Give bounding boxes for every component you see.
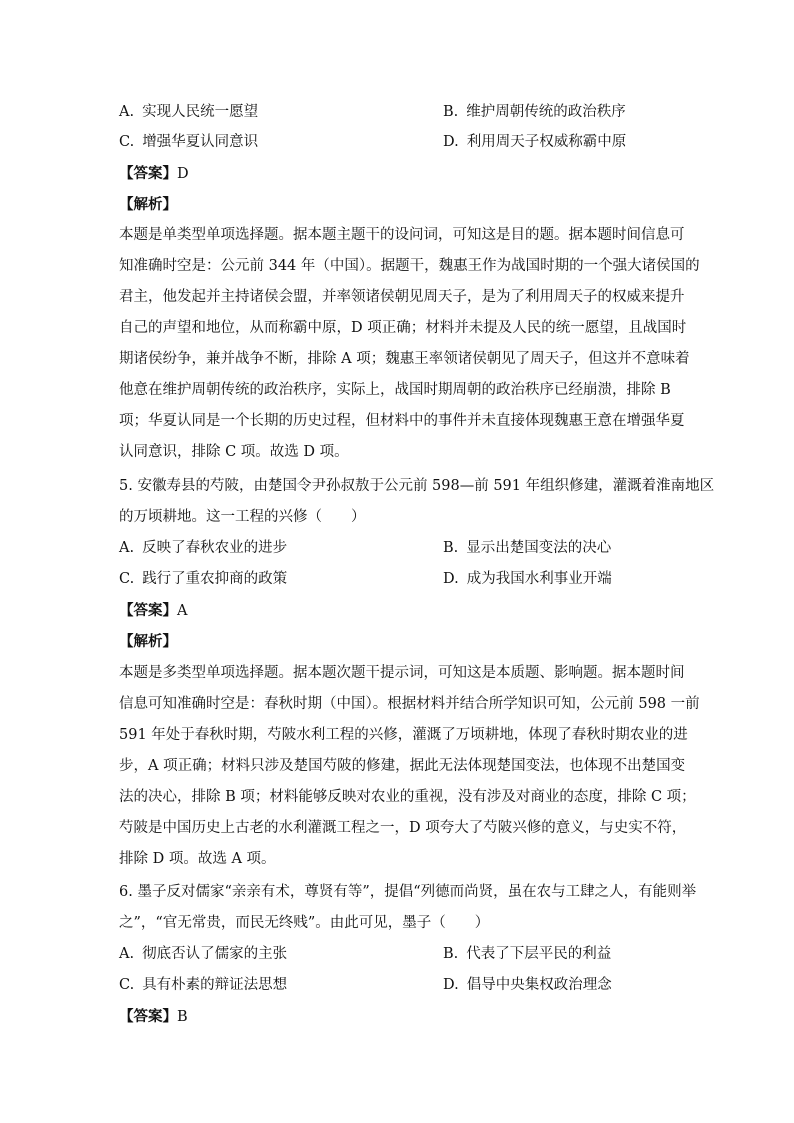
q6-options-row-1	[119, 939, 679, 970]
q5-analysis-line: 法的决心，排除 B 项；材料能够反映对农业的重视，没有涉及对商业的态度，排除 C 项；	[119, 789, 696, 805]
q4-analysis-line: 知准确时空是：公元前 344 年（中国）。据题干，魏惠王作为战国时期的一个强大诸侯国的	[119, 258, 700, 274]
q4-analysis-line: 君主，他发起并主持诸侯会盟，并率领诸侯朝见周天子，是为了利用周天子的权威来提升	[119, 289, 685, 305]
q6-stem-line: 之”，“官无常贵，而民无终贱”。由此可见，墨子（ ）	[119, 915, 490, 931]
q4-option-d[interactable]: D. 利用周天子权威称霸中原	[443, 134, 627, 150]
q5-analysis-line: 芍陂是中国历史上古老的水利灌溉工程之一，D 项夸大了芍陂兴修的意义，与史实不符，	[119, 820, 687, 836]
q4-analysis-label: 【解析】	[119, 196, 177, 213]
q5-stem-line: 5. 安徽寿县的芍陂，由楚国令尹孙叔敖于公元前 598—前 591 年组织修建，灌溉着淮南地区	[119, 478, 715, 494]
q5-stem-line: 的万顷耕地。这一工程的兴修（ ）	[119, 509, 366, 525]
q5-analysis-label: 【解析】	[119, 633, 177, 650]
q6-stem-line: 6. 墨子反对儒家“亲亲有术，尊贤有等”，提倡“列德而尚贤，虽在农与工肆之人，有能则举	[119, 884, 697, 900]
q4-analysis-line: 他意在维护周朝传统的政治秩序，实际上，战国时期周朝的政治秩序已经崩溃，排除 B	[119, 382, 671, 398]
q4-option-c[interactable]: C. 增强华夏认同意识	[119, 134, 259, 150]
q4-answer: 【答案】D	[119, 165, 189, 182]
q4-analysis-line: 项；华夏认同是一个长期的历史过程，但材料中的事件并未直接体现魏惠王意在增强华夏	[119, 413, 685, 429]
q5-options-row-2	[119, 564, 679, 595]
q5-analysis-line: 步，A 项正确；材料只涉及楚国芍陂的修建，据此无法体现楚国变法，也体现不出楚国变	[119, 758, 686, 774]
q6-answer: 【答案】B	[119, 1008, 188, 1025]
q5-option-b[interactable]: B. 显示出楚国变法的决心	[443, 540, 612, 556]
q5-analysis-line: 本题是多类型单项选择题。据本题次题干提示词，可知这是本质题、影响题。据本题时间	[119, 665, 685, 681]
q5-analysis-line: 排除 D 项。故选 A 项。	[119, 851, 276, 867]
q5-option-d[interactable]: D. 成为我国水利事业开端	[443, 571, 612, 587]
q4-options-row-2	[119, 127, 679, 158]
q4-analysis-line: 自己的声望和地位，从而称霸中原，D 项正确；材料并未提及人民的统一愿望，且战国时	[119, 320, 687, 336]
q6-option-a[interactable]: A. 彻底否认了儒家的主张	[119, 946, 288, 962]
q5-options-row-1	[119, 533, 679, 564]
q6-options-row-2	[119, 970, 679, 1001]
q6-option-b[interactable]: B. 代表了下层平民的利益	[443, 946, 612, 962]
q5-option-c[interactable]: C. 践行了重农抑商的政策	[119, 571, 288, 587]
q6-option-d[interactable]: D. 倡导中央集权政治理念	[443, 977, 612, 993]
q6-option-c[interactable]: C. 具有朴素的辩证法思想	[119, 977, 288, 993]
q4-option-a[interactable]: A. 实现人民统一愿望	[119, 104, 259, 120]
q4-analysis-line: 期诸侯纷争，兼并战争不断，排除 A 项；魏惠王率领诸侯朝见了周天子，但这并不意味着	[119, 351, 690, 367]
q5-analysis-line: 信息可知准确时空是：春秋时期（中国）。根据材料并结合所学知识可知，公元前 598 一前	[119, 696, 700, 712]
q5-option-a[interactable]: A. 反映了春秋农业的进步	[119, 540, 288, 556]
q5-analysis-line: 591 年处于春秋时期，芍陂水利工程的兴修，灌溉了万顷耕地，体现了春秋时期农业的进	[119, 727, 688, 743]
q4-options-row-1	[119, 97, 679, 128]
q4-analysis-line: 本题是单类型单项选择题。据本题主题干的设问词，可知这是目的题。据本题时间信息可	[119, 227, 685, 243]
q4-option-b[interactable]: B. 维护周朝传统的政治秩序	[443, 104, 626, 120]
q5-answer: 【答案】A	[119, 602, 188, 619]
q4-analysis-line: 认同意识，排除 C 项。故选 D 项。	[119, 444, 349, 460]
